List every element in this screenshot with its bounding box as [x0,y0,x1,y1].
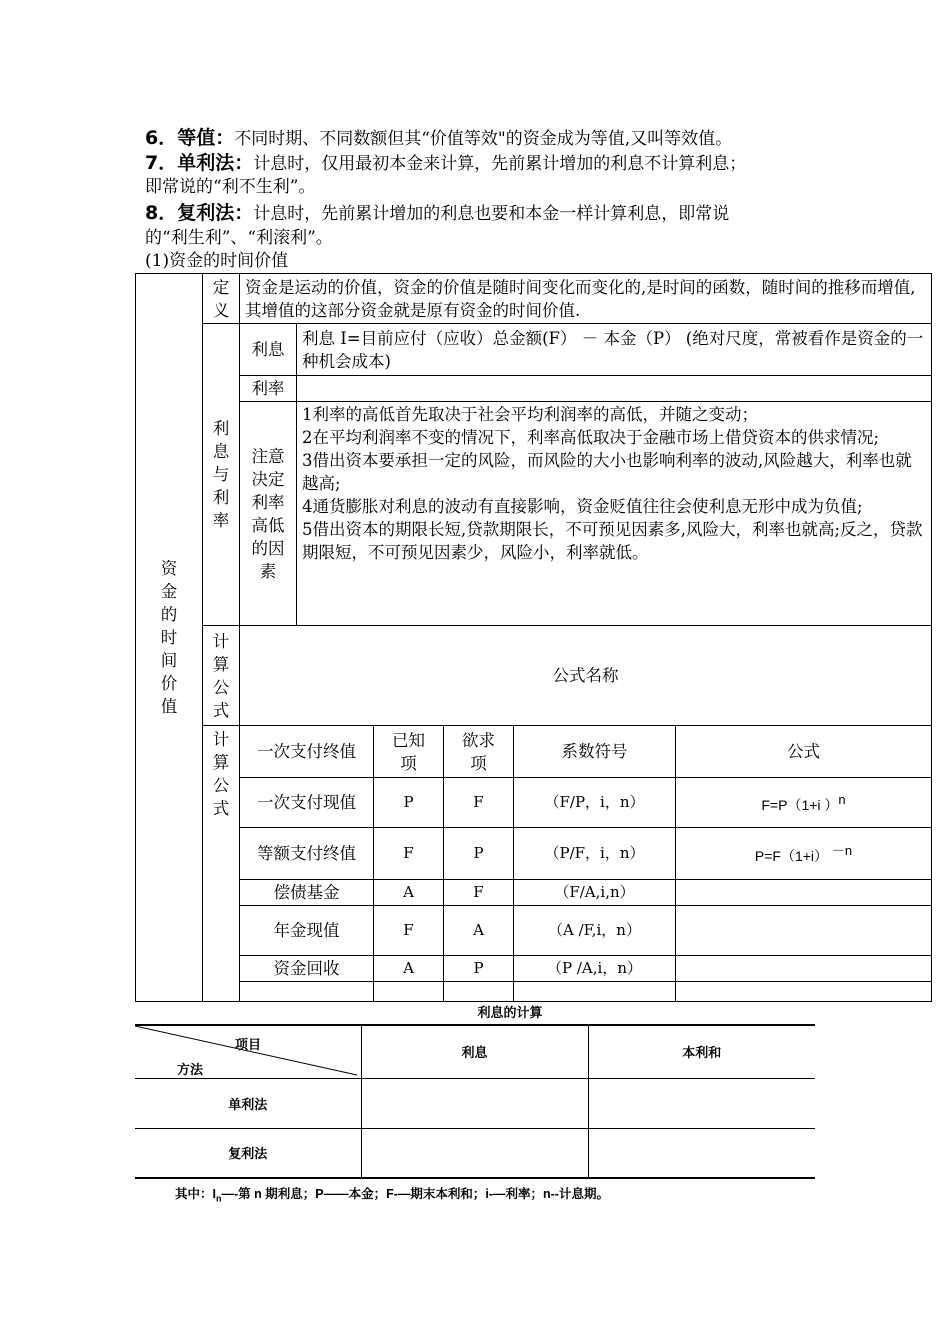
corner-top-label: 项目 [235,1037,262,1052]
row-name: 一次支付现值 [240,778,374,828]
row-formula [676,906,932,956]
item-6 [145,127,732,150]
factors-list [297,402,932,626]
factor-item: 1利率的高低首先取决于社会平均利润率的高低，并随之变动； [302,405,758,424]
calc-table-title: 利息的计算 [477,1005,543,1020]
table-row [136,906,932,956]
empty-cell [444,982,514,1002]
row-sought: F [444,778,514,828]
formula-exponent: n [838,792,846,807]
row-compound-label: 复利法 [135,1128,361,1178]
row-sought: F [444,880,514,906]
row-formula [676,778,932,828]
row-symbol: （P /A,i，n） [514,956,676,982]
row-known: A [374,956,444,982]
rate-value [297,376,932,402]
header-formula: 公式 [676,726,932,778]
factor-item: 5借出资本的期限长短,贷款期限长，不可预见因素多,风险大，利率也就高;反之，贷款期限短，不可预见因素少，风险小，利率就低。 [302,520,923,562]
row-formula [676,880,932,906]
factor-item: 2在平均利润率不变的情况下，利率高低取决于金融市场上借贷资本的供求情况; [302,428,880,447]
row-sought: P [444,956,514,982]
row-known: F [374,828,444,880]
factor-item: 3借出资本要承担一定的风险，而风险的大小也影响利率的波动,风险越大，利率也就越高; [302,451,912,493]
col-interest-header: 利息 [361,1025,588,1078]
table-row [135,1128,815,1178]
empty-cell [374,982,444,1002]
row-sought: A [444,906,514,956]
time-value-table [135,273,932,1002]
header-name: 一次支付终值 [240,726,374,778]
interest-text: 利息 I=目前应付（应收）总金额(F） － 本金（P） (绝对尺度，常被看作是资金的一种机会成本) [297,324,932,376]
empty-cell [676,982,932,1002]
formula-group-label: 计算公式 [212,631,230,720]
table-row-empty [136,982,932,1002]
empty-cell [361,1078,588,1128]
item-8-title: 8．复利法： [145,202,254,224]
item-6-title: 6．等值： [145,127,235,149]
def-text: 资金是运动的价值，资金的价值是随时间变化而变化的,是时间的函数，随时间的推移而增值,其增值的这部分资金就是原有资金的时间价值. [240,274,932,324]
empty-cell [361,1128,588,1178]
table-row [136,956,932,982]
header-symbol: 系数符号 [514,726,676,778]
table-row [136,778,932,828]
formula-text: F=P（1+i ） [761,797,839,813]
table-row [135,1078,815,1128]
side-label-cell [136,274,203,1002]
row-formula [676,828,932,880]
row-known: P [374,778,444,828]
footnote-text: —-第 n 期利息；P——本金；F-—期末本利和；i-—利率；n--计息期。 [221,1187,609,1201]
row-known: F [374,906,444,956]
table-row [136,828,932,880]
row-name: 等额支付终值 [240,828,374,880]
item-7 [145,152,746,175]
row-sought: P [444,828,514,880]
item-7-text: 计息时，仅用最初本金来计算，先前累计增加的利息不计算利息； [253,154,747,174]
header-known: 已知项 [374,726,444,778]
formula-name-header: 公式名称 [240,626,932,726]
item-7-title: 7．单利法： [145,152,254,174]
row-formula [676,956,932,982]
item-8-cont: 的“利生利”、“利滚利”。 [145,228,333,248]
side-label: 资金的时间价值 [160,559,178,716]
empty-cell [514,982,676,1002]
interest-group-label: 利息与利率 [212,419,230,530]
factor-item: 4通货膨胀对利息的波动有直接影响，资金贬值往往会使利息无形中成为负值; [302,497,863,516]
item-6-text: 不同时期、不同数额但其“价值等效"的资金成为等值,又叫等效值。 [234,129,733,149]
def-label: 定义 [212,277,230,320]
row-simple-label: 单利法 [135,1078,361,1128]
row-name: 偿债基金 [240,880,374,906]
item-8 [145,202,729,225]
formula-text: P=F（1+i） [754,848,832,864]
interest-label: 利息 [240,324,297,376]
col-total-header: 本利和 [588,1025,815,1078]
rate-label: 利率 [240,376,297,402]
empty-cell [588,1128,815,1178]
corner-cell [135,1025,361,1078]
table-row [136,880,932,906]
interest-group-cell [203,324,240,626]
empty-cell [240,982,374,1002]
row-known: A [374,880,444,906]
item-7-cont: 即常说的“利不生利”。 [145,177,316,197]
section-heading: (1)资金的时间价值 [145,251,289,271]
row-name: 年金现值 [240,906,374,956]
def-label-cell [203,274,240,324]
item-8-text: 计息时，先前累计增加的利息也要和本金一样计算利息，即常说 [253,204,730,224]
interest-calc-table [135,1024,815,1179]
factors-label: 注意决定利率高低的因素 [240,402,297,626]
footnote-sub: n [215,1193,222,1204]
row-symbol: （P/F，i，n） [514,828,676,880]
formula-group-cell-2 [203,726,240,1002]
row-name: 资金回收 [240,956,374,982]
row-symbol: （F/P，i，n） [514,778,676,828]
formula-group-cell [203,626,240,726]
row-symbol: （F/A,i,n） [514,880,676,906]
formula-group-label-2: 计算公式 [212,730,230,818]
header-sought: 欲求项 [444,726,514,778]
footnote-prefix: 其中：I [175,1187,216,1201]
row-symbol: （A /F,i，n） [514,906,676,956]
empty-cell [588,1078,815,1128]
footnote [175,1184,609,1204]
corner-bottom-label: 方法 [177,1062,204,1077]
formula-exponent: －n [831,843,853,858]
